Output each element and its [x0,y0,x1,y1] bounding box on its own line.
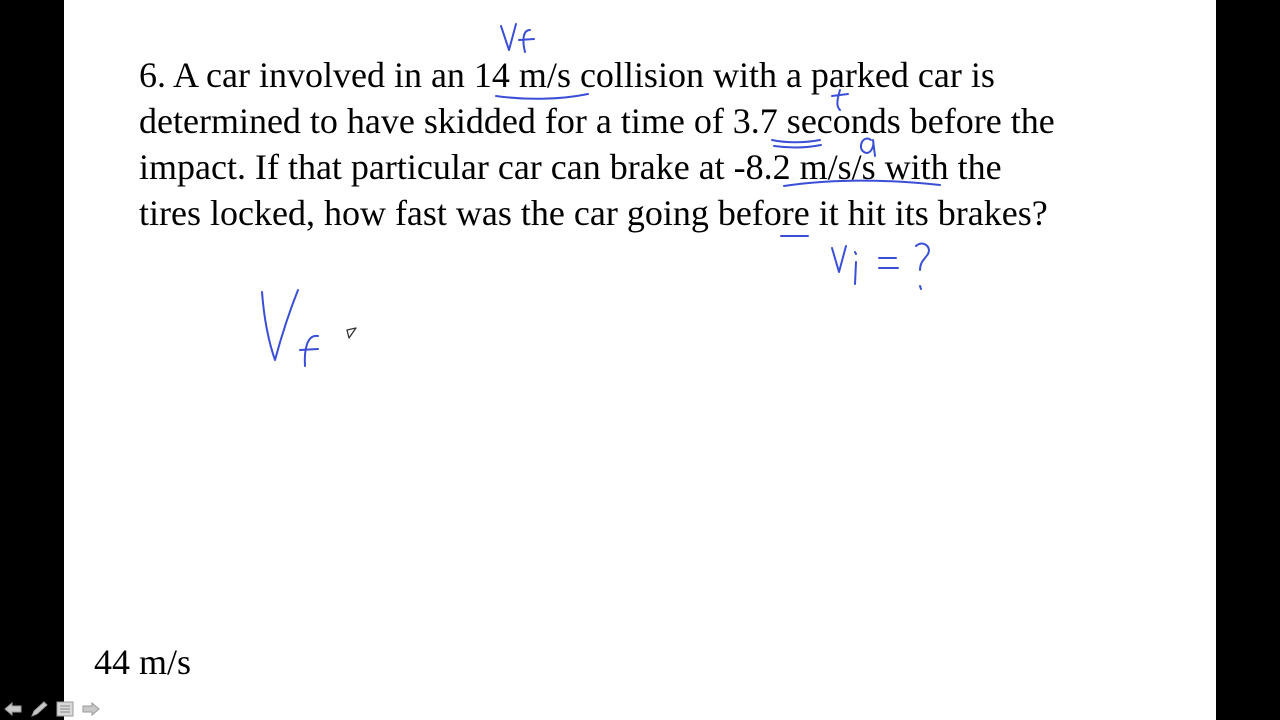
problem-line-1: 6. A car involved in an 14 m/s collision with a parked car is [139,55,995,95]
ink-vi-equals-question [832,244,929,289]
menu-icon [55,700,75,718]
arrow-left-icon [3,700,23,718]
arrow-right-icon [81,700,101,718]
problem-line-3: impact. If that particular car can brake at -8.2 m/s/s with the [139,147,1002,187]
slide-canvas [64,0,1216,720]
next-slide-button[interactable] [80,699,102,719]
pen-icon [29,700,49,718]
ink-cursor-mark [347,328,356,338]
pen-tool-button[interactable] [28,699,50,719]
ink-vf-large [262,290,318,366]
slide-navigation-bar [2,698,102,720]
prev-slide-button[interactable] [2,699,24,719]
problem-line-2: determined to have skidded for a time of 3.7 seconds before the [139,101,1055,141]
answer-text: 44 m/s [94,642,192,682]
problem-statement [139,52,1139,236]
ink-vf-label [501,24,534,52]
slide-menu-button[interactable] [54,699,76,719]
problem-line-4: tires locked, how fast was the car going before it hit its brakes? [139,193,1048,233]
